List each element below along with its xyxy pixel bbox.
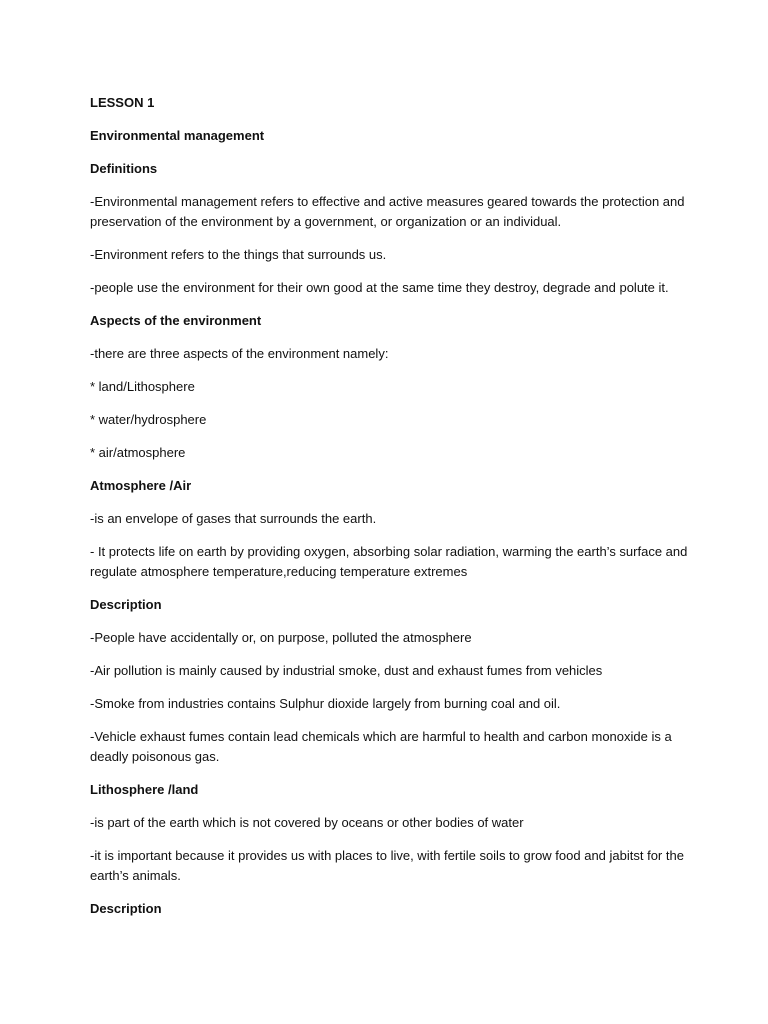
paragraph: * water/hydrosphere	[90, 412, 207, 427]
section-heading: LESSON 1	[90, 95, 155, 110]
paragraph: -People have accidentally or, on purpose, polluted the atmosphere	[90, 630, 472, 645]
section-heading: Lithosphere /land	[90, 782, 199, 797]
paragraph: -people use the environment for their own good at the same time they destroy, degrade and polute it.	[90, 280, 669, 295]
paragraph: - It protects life on earth by providing oxygen, absorbing solar radiation, warming the earth’s surface and regulate atmosphere temperature,reducing temperature extremes	[90, 544, 688, 579]
section-heading: Atmosphere /Air	[90, 478, 192, 493]
paragraph: -Environment refers to the things that surrounds us.	[90, 247, 387, 262]
section-heading: Aspects of the environment	[90, 313, 262, 328]
paragraph: -is part of the earth which is not covered by oceans or other bodies of water	[90, 815, 524, 830]
paragraph: -Air pollution is mainly caused by industrial smoke, dust and exhaust fumes from vehicles	[90, 663, 603, 678]
paragraph: -Environmental management refers to effective and active measures geared towards the protection and preservation of the environment by a government, or organization or an individual.	[90, 194, 685, 229]
paragraph: * air/atmosphere	[90, 445, 186, 460]
paragraph: -is an envelope of gases that surrounds the earth.	[90, 511, 377, 526]
paragraph: -Smoke from industries contains Sulphur dioxide largely from burning coal and oil.	[90, 696, 561, 711]
section-heading: Environmental management	[90, 128, 265, 143]
paragraph: -Vehicle exhaust fumes contain lead chemicals which are harmful to health and carbon monoxide is a deadly poisonous gas.	[90, 729, 672, 764]
paragraph: -it is important because it provides us with places to live, with fertile soils to grow food and jabitst for the earth’s animals.	[90, 848, 684, 883]
section-heading: Description	[90, 597, 162, 612]
paragraph: * land/Lithosphere	[90, 379, 195, 394]
section-heading: Definitions	[90, 161, 158, 176]
section-heading: Description	[90, 901, 162, 916]
paragraph: -there are three aspects of the environment namely:	[90, 346, 389, 361]
document-body	[90, 93, 688, 919]
